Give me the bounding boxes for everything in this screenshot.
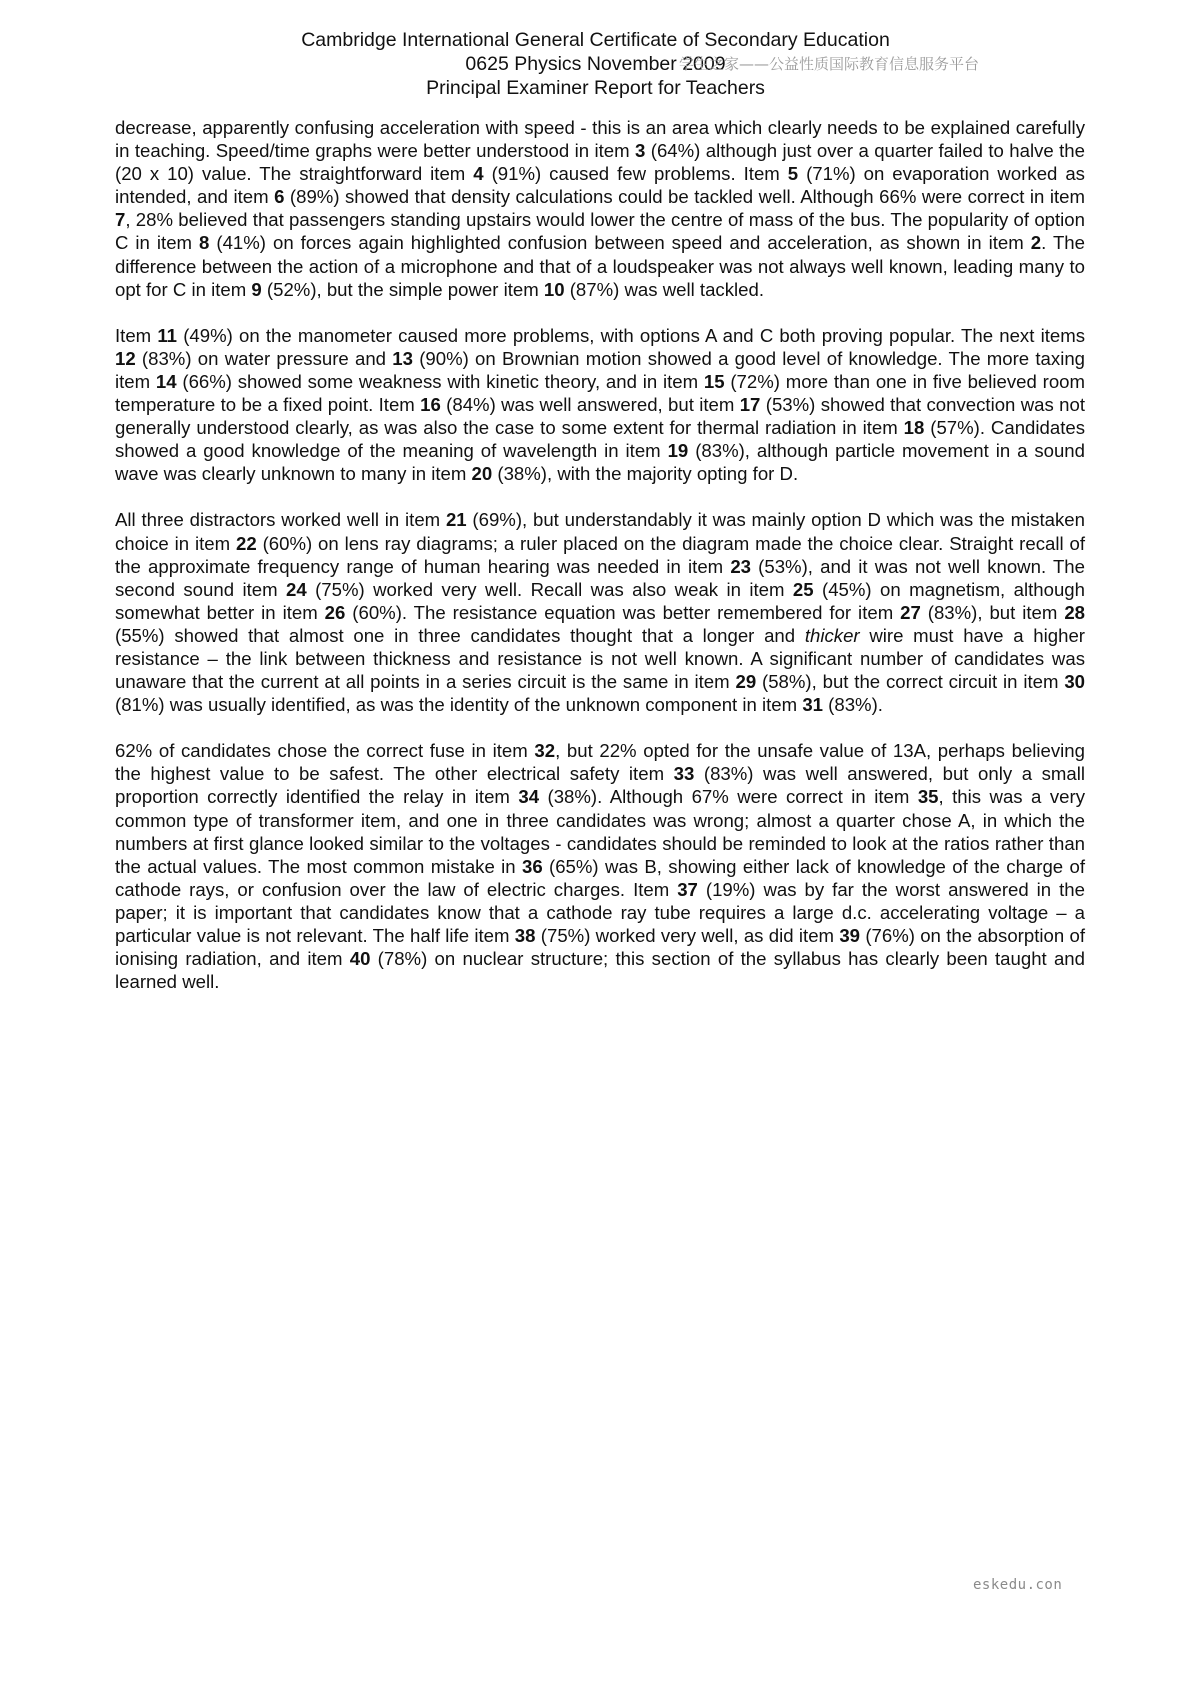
text-run: (64%) although just over a quarter failed to halve the (20 x 10) value. The straightforward item: [115, 140, 1085, 185]
item-number: 20: [471, 463, 493, 485]
text-run: (78%) on nuclear structure; this section of the syllabus has clearly been taught and learned well.: [115, 948, 1085, 993]
item-number: 30: [1064, 671, 1085, 693]
item-number: 14: [155, 370, 177, 392]
item-number: 35: [917, 786, 939, 808]
watermark-text: 学生之家——公益性质国际教育信息服务平台: [679, 55, 980, 73]
text-run: , this was a very common type of transformer item, and one in three candidates was wrong; almost a quarter chose A, in which the numbers at first glance looked similar to the voltages - candidates should be reminded to look at the ratios rather than the actual values. The most common mistake in: [115, 786, 1085, 877]
item-number: 12: [115, 347, 136, 369]
text-run: wire must have a higher resistance – the link between thickness and resistance is not well known. A significant number of candidates was unaware that the current at all points in a series circuit is the same in item: [115, 624, 1085, 693]
emphasis: thicker: [804, 624, 860, 646]
item-number: 37: [677, 878, 698, 900]
text-run: (53%) showed that convection was not generally understood clearly, as was also the case to some extent for thermal radiation in item: [115, 394, 1085, 439]
text-run: (84%) was well answered, but item: [440, 394, 740, 416]
item-number: 13: [392, 347, 413, 369]
item-number: 28: [1064, 601, 1086, 623]
item-number: 11: [157, 324, 178, 346]
header-report-type: Principal Examiner Report for Teachers: [426, 77, 765, 99]
text-run: (87%) was well tackled.: [564, 278, 765, 300]
text-run: (19%) was by far the worst answered in the paper; it is important that candidates know that a cathode ray tube requires a large d.c. accelerating voltage – a particular value is not relevant. The half life item: [115, 878, 1085, 946]
item-number: 6: [274, 186, 285, 208]
text-run: (81%) was usually identified, as was the identity of the unknown component in item: [115, 694, 803, 716]
text-run: (58%), but the correct circuit in item: [756, 671, 1065, 693]
paragraph-items-1-10: [115, 116, 1085, 301]
text-run: (41%) on forces again highlighted confusion between speed and acceleration, as shown in item: [209, 232, 1031, 254]
text-run: 62% of candidates chose the correct fuse in item: [115, 740, 535, 762]
text-run: (49%) on the manometer caused more problems, with options A and C both proving popular. The next items: [177, 324, 1085, 346]
text-run: (45%) on magnetism, although somewhat better in item: [115, 578, 1085, 623]
item-number: 40: [349, 948, 371, 970]
text-run: (57%). Candidates showed a good knowledge of the meaning of wavelength in item: [115, 417, 1085, 462]
text-run: Item: [115, 324, 158, 346]
footer-watermark: eskedu.con: [973, 1577, 1063, 1593]
text-run: (90%) on Brownian motion showed a good level of knowledge. The more taxing item: [115, 347, 1086, 392]
item-number: 39: [839, 925, 861, 946]
item-number: 16: [420, 394, 441, 416]
item-number: 9: [251, 278, 262, 300]
text-run: (38%). Although 67% were correct in item: [539, 786, 918, 808]
text-run: (83%), although particle movement in a sound wave was clearly unknown to many in item: [115, 440, 1085, 485]
text-run: (72%) more than one in five believed room temperature to be a fixed point. Item: [115, 370, 1085, 416]
report-body: [115, 116, 1085, 1016]
text-run: (83%), but item: [920, 601, 1065, 623]
item-number: 15: [703, 370, 725, 392]
item-number: 38: [514, 925, 536, 946]
item-number: 31: [802, 694, 823, 716]
item-number: 34: [518, 786, 540, 808]
item-number: 22: [236, 532, 257, 554]
text-run: (75%) worked very well, as did item: [535, 925, 840, 946]
item-number: 21: [445, 509, 467, 531]
text-run: , but 22% opted for the unsafe value of 13A, perhaps believing the highest value to be safest. The other electrical safety item: [115, 740, 1085, 785]
item-number: 32: [534, 740, 556, 762]
paragraph-items-11-20: [115, 324, 1085, 486]
item-number: 19: [667, 440, 689, 462]
text-run: (71%) on evaporation worked as intended, and item: [115, 163, 1085, 208]
item-number: 27: [900, 601, 921, 623]
item-number: 18: [903, 417, 925, 439]
header-subject: 0625 Physics November 2009: [465, 53, 726, 75]
text-run: (91%) caused few problems. Item: [483, 163, 788, 185]
item-number: 23: [730, 555, 751, 577]
paragraph-items-32-40: [115, 739, 1085, 993]
item-number: 26: [324, 601, 346, 623]
paragraph-items-21-31: [115, 508, 1085, 716]
text-run: . The difference between the action of a microphone and that of a loudspeaker was not always well known, leading many to opt for C in item: [115, 232, 1085, 300]
text-run: (83%).: [823, 694, 883, 716]
page-header: [0, 28, 1191, 100]
item-number: 10: [543, 278, 565, 300]
item-number: 4: [473, 163, 484, 185]
text-run: (69%), but understandably it was mainly option D which was the mistaken choice in item: [115, 509, 1085, 554]
text-run: (52%), but the simple power item: [261, 278, 544, 300]
item-number: 8: [199, 232, 210, 254]
text-run: (55%) showed that almost one in three candidates thought that a longer and: [115, 624, 805, 646]
item-number: 24: [285, 578, 307, 600]
header-title: Cambridge International General Certificate of Secondary Education: [301, 29, 890, 51]
item-number: 17: [739, 394, 761, 416]
text-run: decrease, apparently confusing acceleration with speed - this is an area which clearly needs to be explained carefully in teaching. Speed/time graphs were better understood in item: [115, 117, 1085, 162]
item-number: 7: [115, 209, 126, 231]
item-number: 2: [1030, 232, 1042, 254]
text-run: (38%), with the majority opting for D.: [492, 463, 799, 485]
text-run: (83%) was well answered, but only a small proportion correctly identified the relay in item: [115, 763, 1085, 808]
item-number: 25: [792, 578, 814, 600]
text-run: (53%), and it was not well known. The second sound item: [115, 555, 1085, 600]
item-number: 3: [635, 140, 646, 162]
text-run: (60%) on lens ray diagrams; a ruler placed on the diagram made the choice clear. Straight recall of the approximate frequency range of human hearing was needed in item: [115, 532, 1085, 577]
text-run: , 28% believed that passengers standing upstairs would lower the centre of mass of the bus. The popularity of option C in item: [115, 209, 1085, 254]
item-number: 36: [521, 855, 543, 877]
text-run: (83%) on water pressure and: [135, 347, 393, 369]
item-number: 33: [673, 763, 695, 785]
text-run: (65%) was B, showing either lack of knowledge of the charge of cathode rays, or confusion over the law of electric charges. Item: [115, 855, 1085, 900]
text-run: (66%) showed some weakness with kinetic theory, and in item: [176, 370, 704, 392]
text-run: (89%) showed that density calculations could be tackled well. Although 66% were correct in item: [284, 186, 1085, 208]
text-run: (60%). The resistance equation was better remembered for item: [345, 601, 901, 623]
text-run: (76%) on the absorption of ionising radiation, and item: [115, 925, 1085, 970]
text-run: All three distractors worked well in item: [115, 509, 446, 531]
item-number: 29: [735, 671, 757, 693]
item-number: 5: [787, 163, 799, 185]
text-run: (75%) worked very well. Recall was also weak in item: [306, 578, 793, 600]
